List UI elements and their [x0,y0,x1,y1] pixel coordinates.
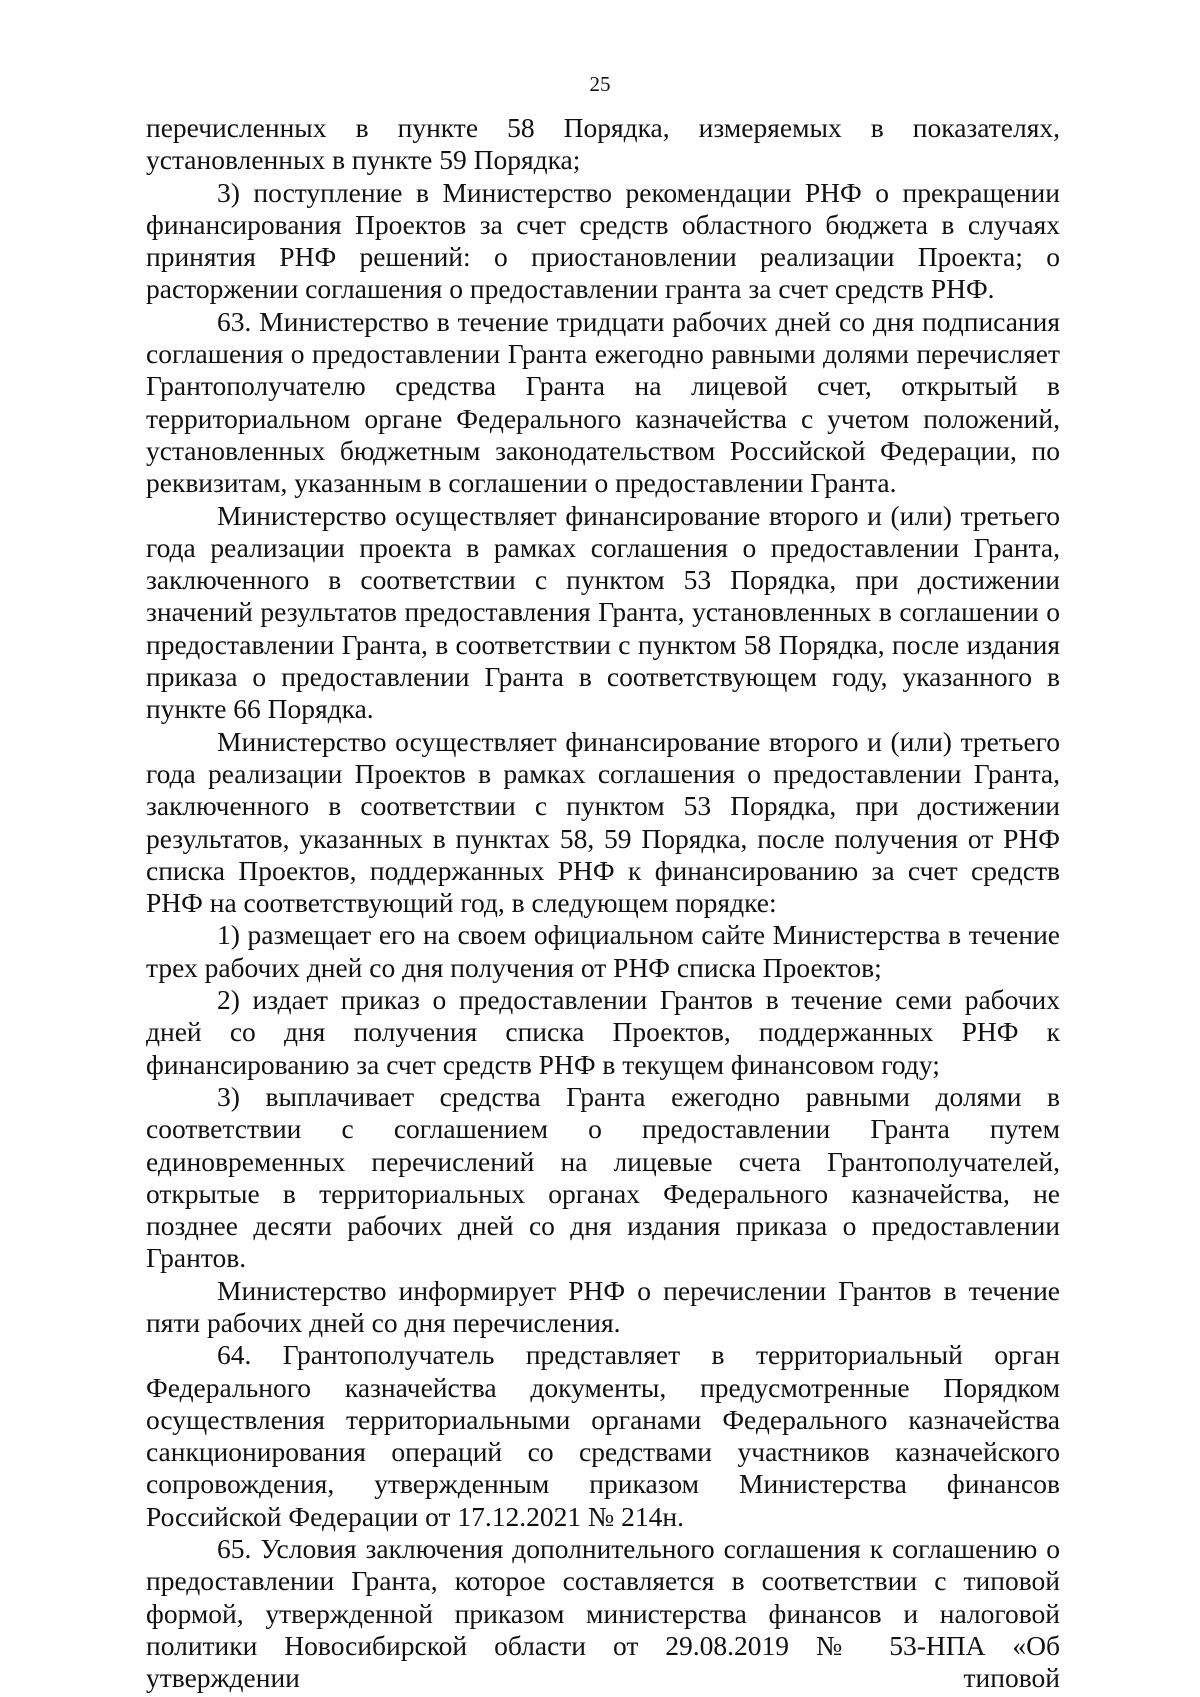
document-body [146,112,1060,1695]
paragraph-clause-65: 65. Условия заключения дополнительного соглашения к соглашению о предоставлении Гранта, которое составляется в соответствии с типовой формой, утвержденной приказом министерства финансов и налоговой политики Новосибирской области от 29.08.2019 № 53-НПА «Об утверждении типовой [146,1533,1060,1694]
paragraph-clause-63: 63. Министерство в течение тридцати рабочих дней со дня подписания соглашения о предоставлении Гранта ежегодно равными долями перечисляет Грантополучателю средства Гранта на лицевой счет, открытый в территориальном органе Федерального казначейства с учетом положений, установленных бюджетным законодательством Российской Федерации, по реквизитам, указанным в соглашении о предоставлении Гранта. [146,305,1060,499]
paragraph-clause-64: 64. Грантополучатель представляет в территориальный орган Федерального казначейства документы, предусмотренные Порядком осуществления территориальными органами Федерального казначейства санкционирования операций со средствами участников казначейского сопровождения, утвержденным приказом Министерства финансов Российской Федерации от 17.12.2021 № 214н. [146,1339,1060,1532]
paragraph-step-3: 3) выплачивает средства Гранта ежегодно равными долями в соответствии с соглашением о предоставлении Гранта путем единовременных перечислений на лицевые счета Грантополучателей, открытые в территориальных органах Федерального казначейства, не позднее десяти рабочих дней со дня издания приказа о предоставлении Грантов. [146,1080,1060,1274]
page-number: 25 [589,72,611,96]
paragraph-financing-projects: Министерство осуществляет финансирование второго и (или) третьего года реализации Проектов в рамках соглашения о предоставлении Гранта, заключенного в соответствии с пунктом 53 Порядка, при достижении результатов, указанных в пунктах 58, 59 Порядка, после получения от РНФ списка Проектов, поддержанных РНФ к финансированию за счет средств РНФ на соответствующий год, в следующем порядке: [146,725,1060,919]
paragraph-financing-project: Министерство осуществляет финансирование второго и (или) третьего года реализации проекта в рамках соглашения о предоставлении Гранта, заключенного в соответствии с пунктом 53 Порядка, при достижении значений результатов предоставления Гранта, установленных в соглашении о предоставлении Гранта, в соответствии с пунктом 58 Порядка, после издания приказа о предоставлении Гранта в соответствующем году, указанного в пункте 66 Порядка. [146,499,1060,725]
paragraph-step-1: 1) размещает его на своем официальном сайте Министерства в течение трех рабочих дней со дня получения от РНФ списка Проектов; [146,919,1060,983]
paragraph-item-3: 3) поступление в Министерство рекомендации РНФ о прекращении финансирования Проектов за счет средств областного бюджета в случаях принятия РНФ решений: о приостановлении реализации Проекта; о расторжении соглашения о предоставлении гранта за счет средств РНФ. [146,176,1060,305]
paragraph-step-2: 2) издает приказ о предоставлении Грантов в течение семи рабочих дней со дня получения списка Проектов, поддержанных РНФ к финансированию за счет средств РНФ в текущем финансовом году; [146,984,1060,1080]
paragraph-continuation: перечисленных в пункте 58 Порядка, измеряемых в показателях, установленных в пункте 59 Порядка; [146,112,1060,176]
paragraph-informs-rnf: Министерство информирует РНФ о перечислении Грантов в течение пяти рабочих дней со дня перечисления. [146,1274,1060,1338]
